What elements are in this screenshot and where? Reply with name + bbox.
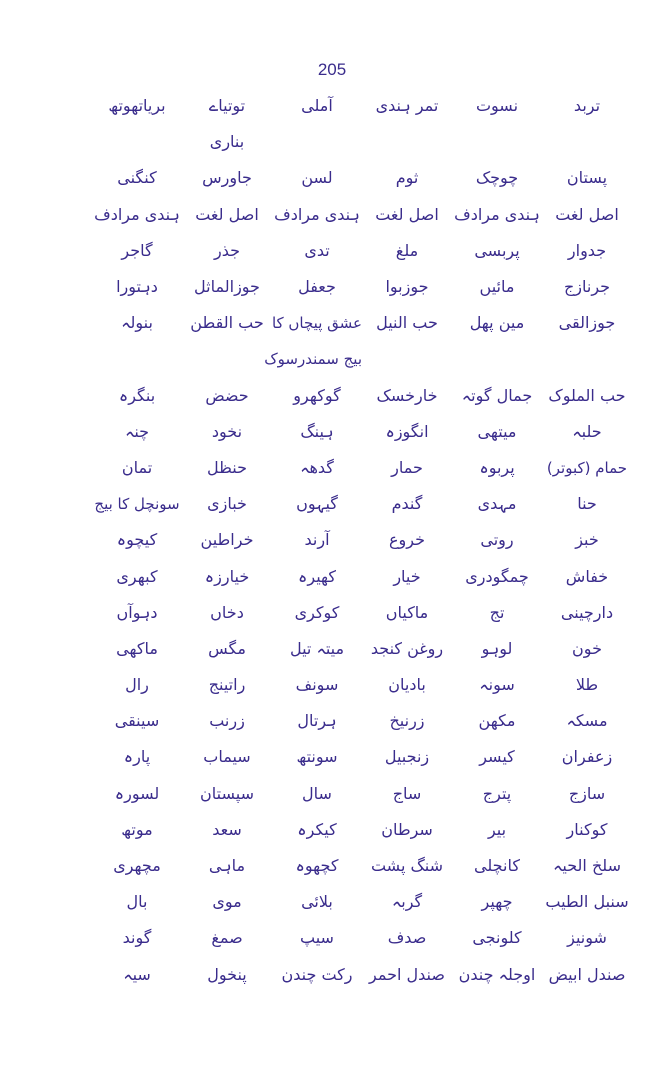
glossary-term: زرنب: [209, 711, 245, 731]
glossary-term: لوہو: [481, 638, 513, 658]
glossary-term: کچھوہ: [295, 856, 339, 876]
glossary-term: بریاتھوتھ: [108, 96, 166, 116]
glossary-row: [92, 595, 632, 631]
glossary-term: جذر: [213, 240, 240, 260]
glossary-term: انگوزہ: [385, 421, 429, 441]
glossary-term: مین پھل: [469, 313, 525, 333]
glossary-row: [92, 124, 632, 160]
glossary-term: صمغ: [211, 928, 243, 948]
glossary-term: سازج: [568, 783, 606, 803]
glossary-term: بال: [126, 892, 148, 912]
glossary-term: رال: [125, 675, 149, 695]
glossary-term: خفاش: [565, 566, 609, 586]
glossary-term: چھپر: [481, 892, 513, 912]
glossary-term: گیہوں: [296, 494, 338, 514]
glossary-term: سیہ: [123, 964, 151, 984]
glossary-term: خارخسک: [376, 385, 438, 405]
glossary-term: توتیاے: [208, 96, 246, 116]
glossary-term: سلخ الحیہ: [553, 856, 621, 876]
glossary-row: [92, 667, 632, 703]
glossary-row: [92, 703, 632, 739]
glossary-row: [92, 884, 632, 920]
glossary-term: سونہ: [479, 675, 515, 695]
glossary-term: لسن: [301, 168, 333, 188]
glossary-term: سیماب: [203, 747, 251, 767]
glossary-term: اصل لغت: [195, 204, 259, 224]
glossary-term: طلا: [575, 675, 599, 695]
glossary-term: تمان: [121, 457, 153, 477]
glossary-term: ملغ: [395, 240, 419, 260]
glossary-term: سینقی: [114, 711, 160, 731]
glossary-term: خراطین: [200, 530, 254, 550]
glossary-term: روتی: [480, 530, 514, 550]
glossary-row: [92, 558, 632, 594]
glossary-term: اوجلہ چندن: [458, 964, 536, 984]
glossary-term: کوکنار: [566, 819, 608, 839]
glossary-term: تمر ہندی: [375, 96, 439, 116]
glossary-term: خون: [572, 638, 602, 658]
glossary-term: تج: [489, 602, 505, 622]
glossary-term: پنخول: [207, 964, 247, 984]
glossary-term: صندل ابیض: [548, 964, 626, 984]
glossary-row: [92, 920, 632, 956]
glossary-term: گدھہ: [300, 457, 334, 477]
glossary-term: ہینگ: [300, 421, 334, 441]
glossary-row: [92, 341, 632, 377]
glossary-term: ثوم: [395, 168, 419, 188]
glossary-term: ساج: [392, 783, 422, 803]
glossary-term: کنگنی: [117, 168, 157, 188]
glossary-term: حب النیل: [376, 313, 438, 333]
glossary-term: تدی: [304, 240, 330, 260]
glossary-term: دخاں: [210, 602, 244, 622]
glossary-term: حنظل: [207, 457, 247, 477]
glossary-term: کیکرہ: [297, 819, 337, 839]
glossary-term: حمار: [391, 457, 423, 477]
glossary-term: پارہ: [123, 747, 151, 767]
glossary-term: اصل لغت: [555, 204, 619, 224]
glossary-term: گربہ: [391, 892, 423, 912]
glossary-term: حمام (کبوتر): [546, 458, 628, 477]
glossary-row: [92, 812, 632, 848]
glossary-term: پربسی: [474, 240, 520, 260]
glossary-term: بناری: [209, 132, 245, 152]
glossary-row: [92, 739, 632, 775]
glossary-term: حضض: [205, 385, 249, 405]
glossary-term: خیار: [393, 566, 421, 586]
glossary-term: میتھی: [477, 421, 517, 441]
glossary-row: [92, 522, 632, 558]
glossary-term: موی: [212, 892, 242, 912]
glossary-term: ہندی مرادف: [454, 204, 540, 224]
glossary-term: جمال گوتہ: [461, 385, 533, 405]
glossary-row: [92, 414, 632, 450]
glossary-row: [92, 197, 632, 233]
glossary-term: جرنازج: [563, 277, 611, 297]
glossary-term: سعد: [212, 819, 242, 839]
glossary-term: کلونجی: [472, 928, 522, 948]
glossary-table: [92, 88, 632, 993]
glossary-term: لسورہ: [114, 783, 160, 803]
glossary-term: پربوہ: [479, 457, 515, 477]
glossary-row: [92, 848, 632, 884]
glossary-term: بلائی: [301, 892, 333, 912]
glossary-term: گوند: [122, 928, 152, 948]
glossary-term: جدوار: [567, 240, 607, 260]
glossary-term: ماہی: [208, 856, 246, 876]
glossary-term: ماکھی: [116, 638, 158, 658]
glossary-term: حب القطن: [190, 313, 264, 333]
glossary-term: راتینج: [208, 675, 246, 695]
glossary-term: خروع: [389, 530, 425, 550]
glossary-row: [92, 450, 632, 486]
glossary-term: کانچلی: [474, 856, 520, 876]
glossary-term: شونیز: [567, 928, 607, 948]
glossary-term: ہرتال: [297, 711, 337, 731]
glossary-row: [92, 776, 632, 812]
glossary-term: عشق پیچاں کا: [271, 314, 362, 333]
glossary-term: دہتورا: [116, 277, 158, 297]
glossary-term: حلبہ: [572, 421, 602, 441]
glossary-term: چوچک: [475, 168, 519, 188]
glossary-row: [92, 486, 632, 522]
glossary-term: بنولہ: [121, 313, 153, 333]
glossary-term: نسوت: [475, 96, 519, 116]
glossary-term: کوکری: [294, 602, 340, 622]
glossary-term: میتہ تیل: [289, 638, 345, 658]
glossary-term: سنبل الطیب: [545, 892, 629, 912]
glossary-term: دہوآں: [116, 602, 158, 622]
glossary-term: زنجبیل: [384, 747, 430, 767]
glossary-term: گندم: [391, 494, 423, 514]
glossary-row: [92, 160, 632, 196]
glossary-term: کبھری: [116, 566, 158, 586]
glossary-term: جوزالقی: [558, 313, 616, 333]
glossary-row: [92, 957, 632, 993]
glossary-term: بیر: [487, 819, 507, 839]
glossary-term: جاورس: [202, 168, 252, 188]
glossary-term: گاجر: [121, 240, 153, 260]
glossary-term: خبز: [575, 530, 599, 550]
glossary-term: حب الملوک: [548, 385, 626, 405]
glossary-term: اصل لغت: [375, 204, 439, 224]
glossary-term: ہندی مرادف: [94, 204, 180, 224]
glossary-term: جوزالماثل: [194, 277, 260, 297]
glossary-term: ہندی مرادف: [274, 204, 360, 224]
glossary-term: زعفران: [561, 747, 613, 767]
glossary-term: آرند: [304, 530, 330, 550]
glossary-term: زرنیخ: [389, 711, 425, 731]
glossary-term: تربد: [573, 96, 601, 116]
glossary-term: رکت چندن: [281, 964, 353, 984]
glossary-term: پترج: [482, 783, 512, 803]
glossary-term: بیج سمندرسوک: [264, 350, 362, 369]
glossary-term: مچھری: [113, 856, 161, 876]
glossary-term: سرطان: [381, 819, 433, 839]
page-number: 205: [317, 60, 347, 79]
glossary-term: خبازی: [207, 494, 247, 514]
glossary-term: صندل احمر: [369, 964, 445, 984]
glossary-term: گوکھرو: [293, 385, 341, 405]
glossary-term: سپستان: [200, 783, 254, 803]
glossary-term: دارچینی: [560, 602, 614, 622]
glossary-row: [92, 631, 632, 667]
glossary-term: چنہ: [124, 421, 150, 441]
glossary-term: شنگ پشت: [370, 856, 444, 876]
glossary-term: آملی: [301, 96, 333, 116]
glossary-term: کیچوہ: [116, 530, 158, 550]
glossary-term: بنگرہ: [118, 385, 156, 405]
glossary-term: جوزبوا: [385, 277, 429, 297]
glossary-term: مگس: [208, 638, 246, 658]
glossary-term: صدف: [387, 928, 427, 948]
glossary-term: موتھ: [121, 819, 153, 839]
glossary-term: چمگودری: [465, 566, 529, 586]
glossary-term: ماکیاں: [385, 602, 429, 622]
glossary-term: سونف: [295, 675, 339, 695]
glossary-row: [92, 378, 632, 414]
glossary-term: نخود: [211, 421, 243, 441]
glossary-term: سونتھ: [296, 747, 338, 767]
glossary-term: خیارزہ: [204, 566, 250, 586]
glossary-term: سال: [302, 783, 332, 803]
glossary-term: کھیرہ: [297, 566, 337, 586]
glossary-term: حنا: [577, 494, 597, 514]
glossary-term: بادیان: [388, 675, 426, 695]
glossary-term: سیپ: [300, 928, 334, 948]
glossary-term: روغن کنجد: [370, 638, 444, 658]
glossary-term: مائیں: [479, 277, 515, 297]
glossary-row: [92, 269, 632, 305]
glossary-row: [92, 233, 632, 269]
glossary-term: مسکہ: [566, 711, 608, 731]
glossary-term: پستان: [566, 168, 608, 188]
glossary-row: [92, 88, 632, 124]
glossary-term: سونچل کا بیج: [94, 495, 180, 514]
glossary-term: کیسر: [479, 747, 515, 767]
glossary-row: [92, 305, 632, 341]
glossary-term: جعفل: [298, 277, 336, 297]
glossary-term: مکھن: [478, 711, 516, 731]
glossary-term: مہدی: [477, 494, 517, 514]
